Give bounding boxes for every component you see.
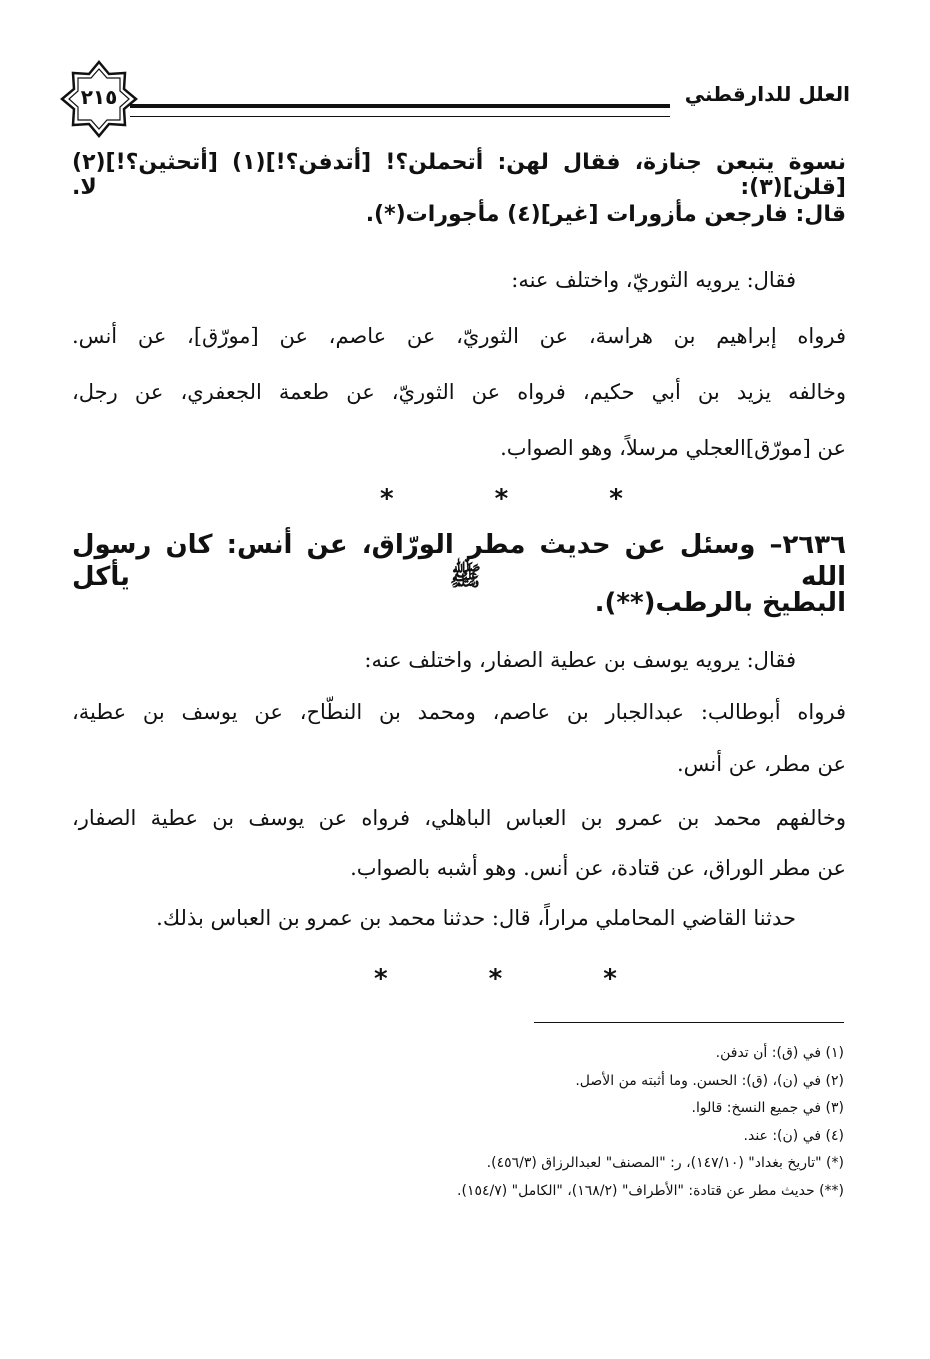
footnote: (٣) في جميع النسخ: قالوا. (691, 1100, 844, 1116)
footnote: (*) "تاريخ بغداد" (١٤٧/١٠)، ر: "المصنف" لعبدالرزاق (٤٥٦/٣). (486, 1155, 844, 1171)
paragraph-line: عن مطر، عن أنس. (676, 752, 846, 776)
paragraph-line: وخالفه يزيد بن أبي حكيم، فرواه عن الثوريّ، عن طعمة الجعفري، عن رجل، (72, 380, 846, 404)
footnote: (٤) في (ن): عند. (743, 1127, 844, 1144)
header-rule (130, 104, 670, 117)
paragraph-line: وخالفهم محمد بن عمرو بن العباس الباهلي، فرواه عن يوسف بن عطية الصفار، (72, 806, 846, 830)
paragraph-line: حدثنا القاضي المحاملي مراراً، قال: حدثنا محمد بن عمرو بن العباس بذلك. (156, 906, 796, 930)
entry-heading-line-1: ٢٦٣٦– وسئل عن حديث مطر الورّاق، عن أنس: كان رسول الله ﷺ يأكل (72, 530, 846, 592)
continued-hadith-line-1: نسوة يتبعن جنازة، فقال لهن: أتحملن؟! [أتدفن؟!](١) [أتحثين؟!](٢) [قلن](٣): لا. (72, 150, 846, 200)
page-number: ٢١٥ (80, 85, 118, 109)
footnote: (١) في (ق): أن تدفن. (715, 1045, 844, 1061)
paragraph-line: فقال: يرويه الثوريّ، واختلف عنه: (511, 268, 796, 292)
page-header (60, 60, 850, 140)
footnote: (**) حديث مطر عن قتادة: "الأطراف" (١٦٨/٢)، "الكامل" (١٥٤/٧). (457, 1182, 844, 1199)
section-separator: * * * (380, 484, 669, 514)
paragraph-line: فرواه إبراهيم بن هراسة، عن الثوريّ، عن عاصم، عن [مورّق]، عن أنس. (72, 324, 846, 348)
entry-heading-line-2: البطيخ بالرطب(**). (594, 588, 846, 618)
section-separator: * * * (374, 964, 663, 994)
continued-hadith-line-2: قال: فارجعن مأزورات [غير](٤) مأجورات(*). (365, 202, 846, 227)
paragraph-line: عن [مورّق]العجلي مرسلاً، وهو الصواب. (500, 436, 846, 460)
paragraph-line: عن مطر الوراق، عن قتادة، عن أنس. وهو أشبه بالصواب. (350, 856, 846, 880)
paragraph-line: فرواه أبوطالب: عبدالجبار بن عاصم، ومحمد بن النطّاح، عن يوسف بن عطية، (72, 700, 846, 724)
paragraph-line: فقال: يرويه يوسف بن عطية الصفار، واختلف عنه: (364, 648, 796, 672)
footnote-rule (534, 1022, 844, 1023)
footnote: (٢) في (ن)، (ق): الحسن. وما أثبته من الأصل. (575, 1072, 844, 1089)
footnotes (457, 1040, 844, 1205)
book-title: العلل للدارقطني (684, 82, 850, 106)
